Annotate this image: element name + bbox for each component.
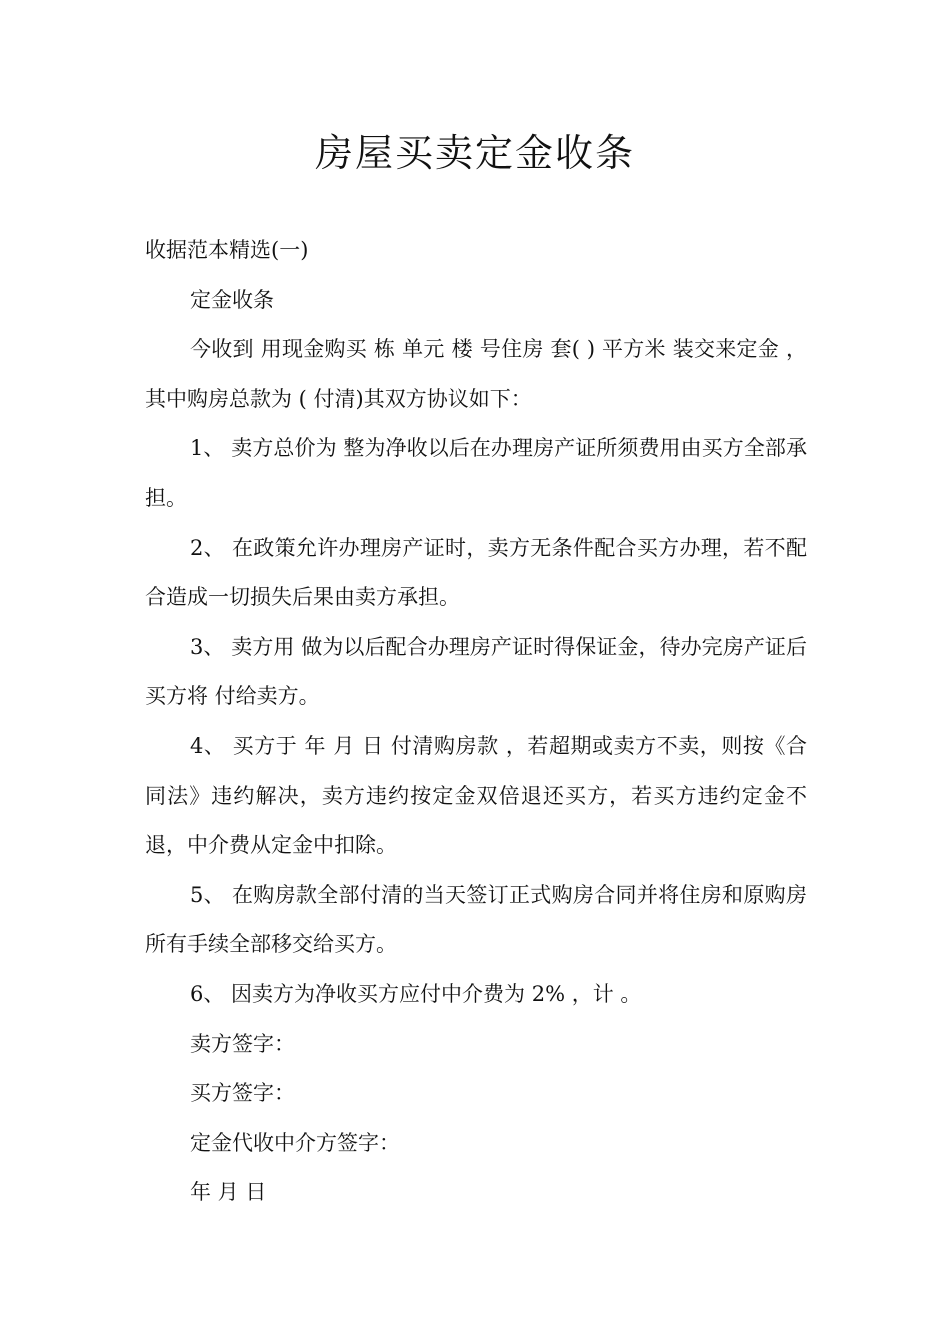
agreement-clause-4: 4、 买方于 年 月 日 付清购房款 ，若超期或卖方不卖，则按《合同法》违约解决，卖方违约按定金双倍退还买方，若买方违约定金不退，中介费从定金中扣除。 (145, 733, 807, 858)
date-line: 年 月 日 (190, 1180, 267, 1205)
agreement-clause-2: 2、 在政策允许办理房产证时，卖方无条件配合买方办理，若不配合造成一切损失后果由卖方承担。 (145, 535, 807, 610)
buyer-signature-line: 买方签字： (190, 1081, 295, 1106)
agreement-clause-1: 1、 卖方总价为 整为净收以后在办理房产证所须费用由买方全部承担。 (145, 436, 807, 510)
document-body (145, 226, 807, 1218)
agreement-clause-6: 6、 因卖方为净收买方应付中介费为 2% ，计 。 (190, 981, 642, 1006)
document-title: 房屋买卖定金收条 (314, 131, 635, 175)
agreement-clause-5: 5、 在购房款全部付清的当天签订正式购房合同并将住房和原购房所有手续全部移交给买方。 (145, 882, 807, 957)
receipt-heading: 定金收条 (190, 287, 274, 312)
agent-signature-line: 定金代收中介方签字： (190, 1130, 400, 1155)
seller-signature-line: 卖方签字： (190, 1031, 295, 1056)
receipt-intro-paragraph: 今收到 用现金购买 栋 单元 楼 号住房 套( ) 平方米 装交来定金 ，其中购房总款为 ( 付清)其双方协议如下： (145, 337, 807, 411)
section-heading: 收据范本精选(一) (145, 238, 309, 262)
agreement-clause-3: 3、 卖方用 做为以后配合办理房产证时得保证金，待办完房产证后买方将 付给卖方。 (145, 634, 807, 709)
